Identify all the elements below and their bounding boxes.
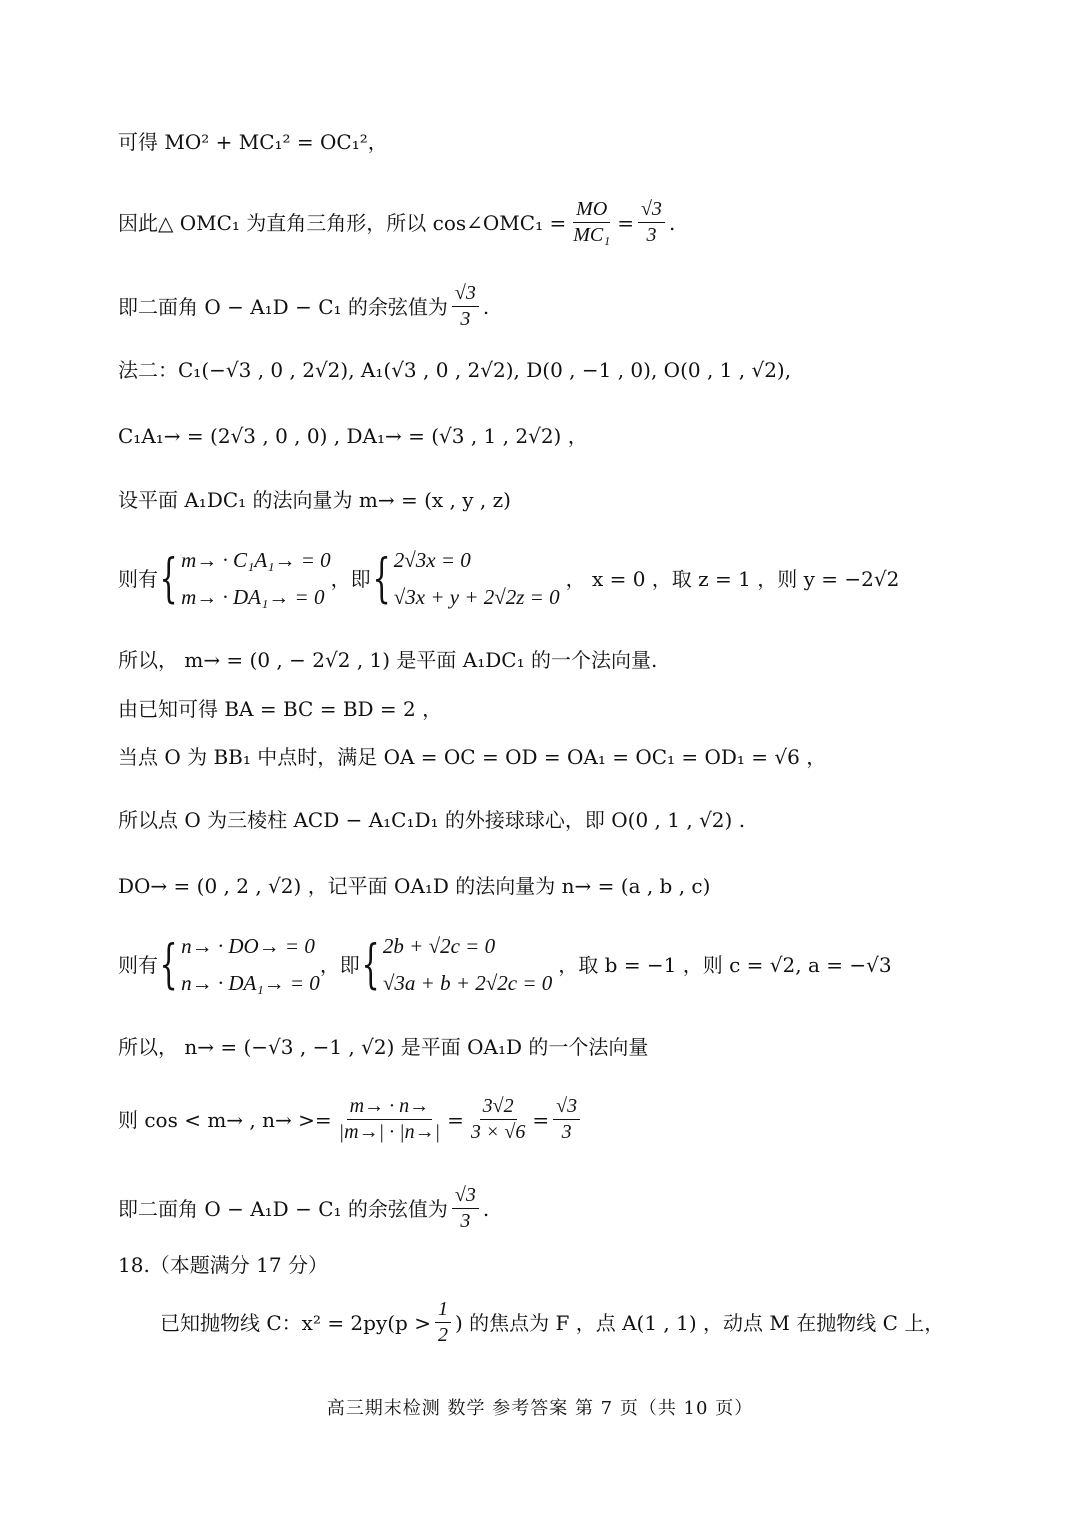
left-brace: { (159, 548, 178, 609)
text: 法二：C₁(−√3 , 0 , 2√2), A₁(√3 , 0 , 2√2), D(0 , −1 , 0), O(0 , 1 , √2), (118, 358, 792, 382)
text: 即二面角 O − A₁D − C₁ 的余弦值为 (118, 294, 448, 319)
equation-row: n→ · DA₁→ = 0 (181, 970, 320, 995)
line-13 (118, 928, 892, 1002)
line-12 (118, 874, 710, 898)
page-footer: 高三期末检测 数学 参考答案 第 7 页（共 10 页） (326, 1398, 754, 1419)
line-3 (118, 282, 489, 331)
text: 因此△ OMC₁ 为直角三角形，所以 cos∠OMC₁ = (118, 210, 567, 235)
line-10 (118, 745, 826, 769)
text: 已知抛物线 C：x² = 2py(p > (160, 1310, 431, 1335)
line-8 (118, 648, 657, 672)
fraction (468, 1095, 528, 1144)
question-18-stem (160, 1298, 944, 1347)
numerator: √3 (553, 1095, 580, 1120)
line-16 (118, 1184, 489, 1233)
denominator: 3 (646, 224, 657, 246)
text: ) 的焦点为 F ，点 A(1 , 1) ，动点 M 在抛物线 C 上， (454, 1310, 945, 1335)
equals: = (617, 210, 634, 235)
denominator: 2 (437, 1324, 448, 1346)
numerator: √3 (452, 1184, 479, 1209)
line-5 (118, 424, 588, 448)
numerator: MO (573, 198, 610, 223)
text: ， x = 0 ，取 z = 1 ，则 y = −2√2 (565, 566, 900, 591)
line-1 (118, 130, 388, 154)
equals: = (447, 1107, 464, 1132)
text: 18.（本题满分 17 分） (118, 1253, 328, 1277)
text: 可得 MO² + MC₁² = OC₁²， (118, 130, 388, 154)
text: 所以， m→ = (0 , − 2√2 , 1) 是平面 A₁DC₁ 的一个法向量. (118, 648, 658, 672)
fraction (452, 1184, 479, 1233)
equation-row: 2√3x = 0 (393, 548, 471, 572)
equation-row: n→ · DO→ = 0 (181, 934, 315, 958)
equation-row: m→ · C₁A₁→ = 0 (181, 548, 331, 572)
line-11 (118, 808, 745, 832)
text: 则 cos < m→ , n→ >= (118, 1107, 332, 1132)
period: . (482, 294, 490, 319)
left-brace: { (159, 934, 178, 995)
period: . (482, 1196, 490, 1221)
text: 所以， n→ = (−√3 , −1 , √2) 是平面 OA₁D 的一个法向量 (118, 1035, 649, 1059)
denominator: 3 (561, 1121, 572, 1143)
text: 当点 O 为 BB₁ 中点时，满足 OA = OC = OD = OA₁ = OC₁ = OD₁ = √6 ， (118, 745, 827, 769)
equation-row: √3a + b + 2√2c = 0 (382, 970, 553, 995)
numerator: √3 (452, 282, 479, 307)
fraction (638, 198, 665, 247)
equation-system (158, 928, 320, 1002)
text: 即二面角 O − A₁D − C₁ 的余弦值为 (118, 1196, 448, 1221)
left-brace: { (361, 934, 380, 995)
numerator: 1 (435, 1298, 451, 1323)
fraction (553, 1095, 580, 1144)
period: . (668, 210, 676, 235)
line-7 (118, 542, 899, 616)
line-14 (118, 1035, 648, 1059)
equation-system (371, 542, 560, 616)
left-brace: { (372, 548, 391, 609)
line-2 (118, 198, 675, 247)
text: C₁A₁→ = (2√3 , 0 , 0) , DA₁→ = (√3 , 1 , 2√2) ， (118, 424, 588, 448)
text: DO→ = (0 , 2 , √2) ，记平面 OA₁D 的法向量为 n→ = (a , b , c) (118, 874, 711, 898)
equation-row: m→ · DA₁→ = 0 (181, 584, 325, 609)
line-9 (118, 697, 442, 721)
fraction (452, 282, 479, 331)
question-18-header (118, 1253, 328, 1277)
equation-system (158, 542, 331, 616)
denominator: MC₁ (573, 224, 611, 246)
text: ，即 (330, 566, 371, 591)
text: 所以点 O 为三棱柱 ACD − A₁C₁D₁ 的外接球球心，即 O(0 , 1 , √2) . (118, 808, 746, 832)
numerator: √3 (638, 198, 665, 223)
equation-row: √3x + y + 2√2z = 0 (393, 584, 560, 609)
text: 则有 (118, 952, 158, 977)
equation-row: 2b + √2c = 0 (382, 934, 496, 958)
denominator: 3 (460, 1210, 471, 1232)
numerator: 3√2 (480, 1095, 517, 1120)
equals: = (532, 1107, 550, 1132)
text: 由已知可得 BA = BC = BD = 2 ， (118, 697, 443, 721)
denominator: |m→| · |n→| (338, 1121, 441, 1143)
equation-system (360, 928, 552, 1002)
denominator: 3 × √6 (470, 1121, 526, 1143)
fraction (435, 1298, 451, 1347)
denominator: 3 (460, 308, 471, 330)
text: 则有 (118, 566, 158, 591)
fraction (336, 1095, 443, 1144)
numerator: m→ · n→ (347, 1095, 432, 1120)
text: 设平面 A₁DC₁ 的法向量为 m→ = (x , y , z) (118, 488, 511, 512)
fraction (570, 198, 613, 247)
line-6 (118, 488, 511, 512)
line-4 (118, 358, 791, 382)
text: ，取 b = −1 ，则 c = √2, a = −√3 (558, 952, 892, 977)
text: ，即 (319, 952, 360, 977)
line-15 (118, 1095, 584, 1144)
